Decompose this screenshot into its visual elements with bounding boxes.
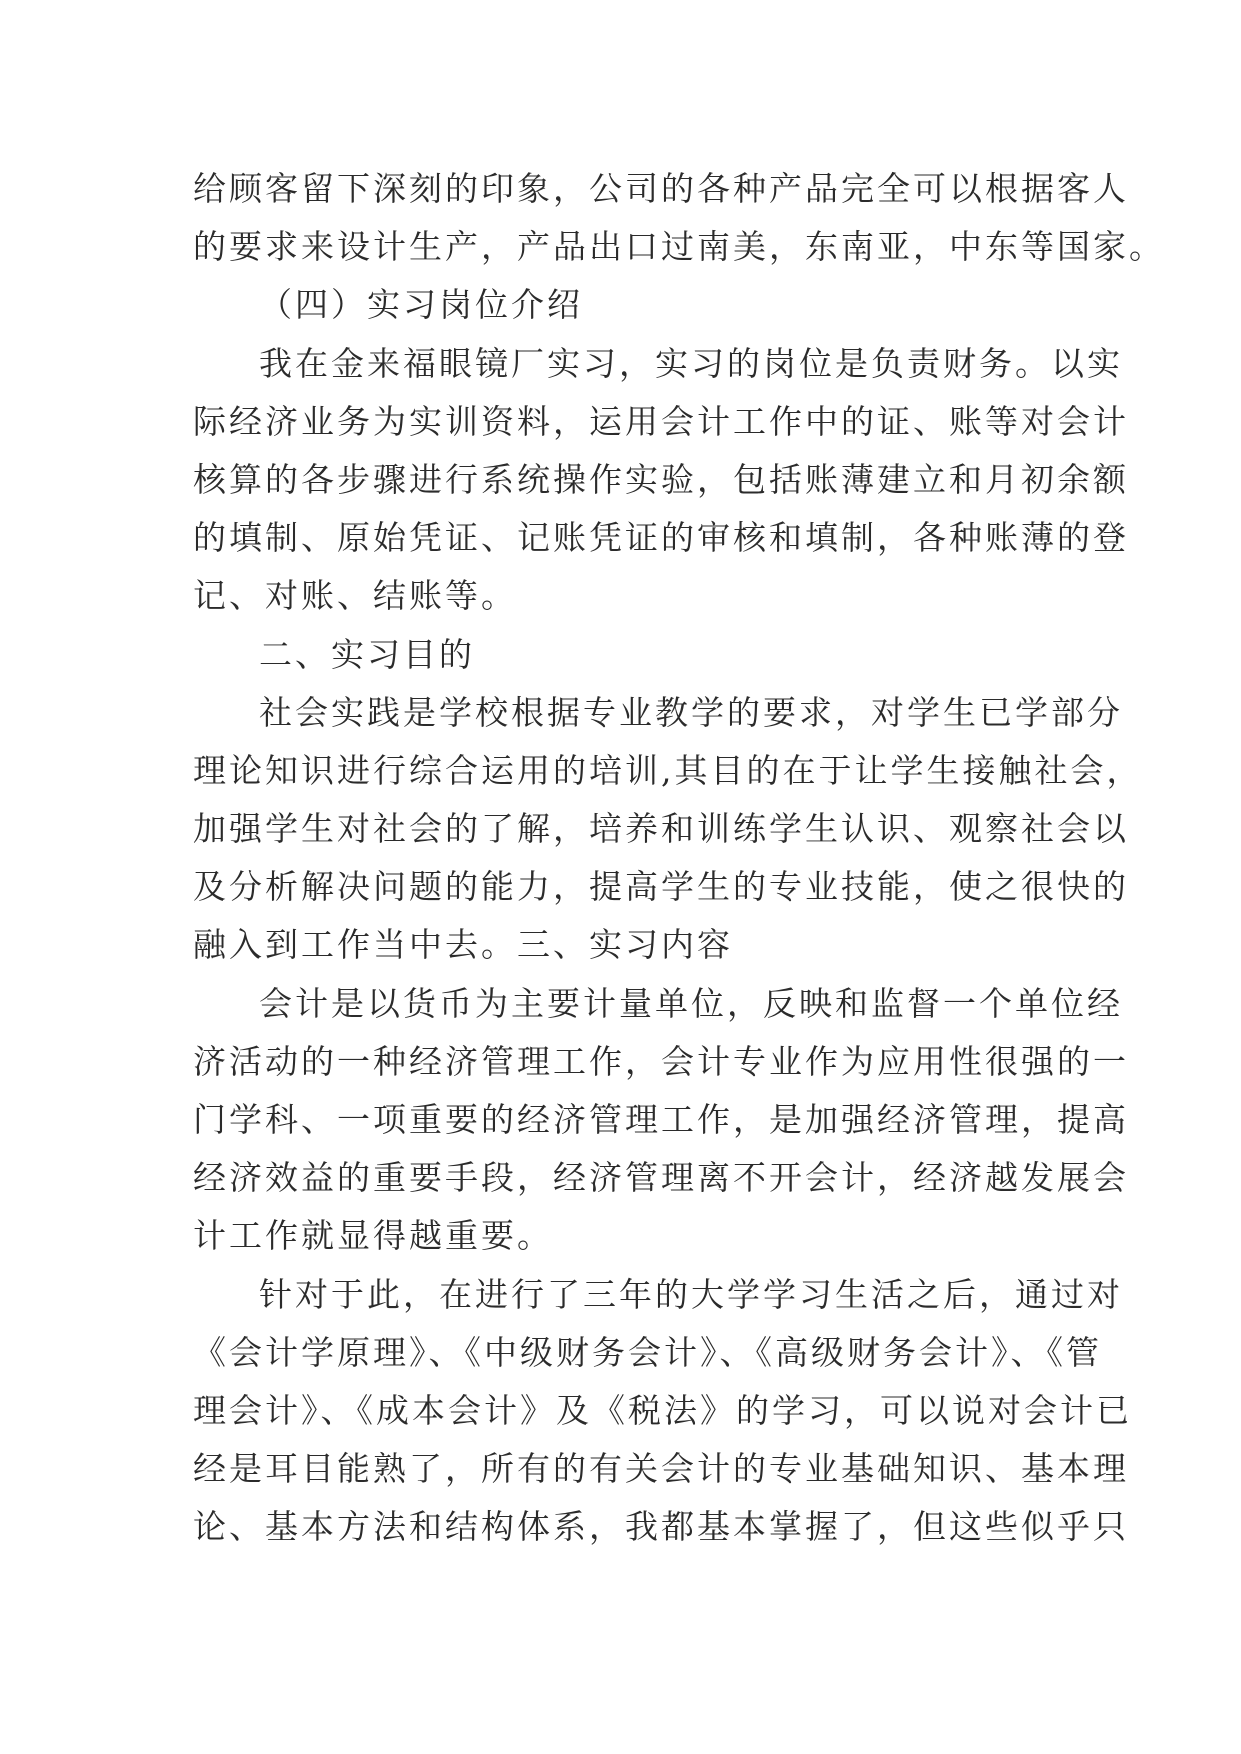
text-line: 给顾客留下深刻的印象，公司的各种产品完全可以根据客人 [193,169,1129,208]
text-line: 加强学生对社会的了解，培养和训练学生认识、观察社会以 [193,809,1129,849]
text-line: 社会实践是学校根据专业教学的要求，对学生已学部分 [259,692,1123,732]
text-line: 及分析解决问题的能力，提高学生的专业技能，使之很快的 [193,867,1129,907]
text-line: 理论知识进行综合运用的培训,其目的在于让学生接触社会， [193,750,1143,790]
text-line: 济活动的一种经济管理工作，会计专业作为应用性很强的一 [193,1041,1129,1081]
text-line: （四）实习岗位介绍 [259,285,583,325]
text-line: 我在金来福眼镜厂实习，实习的岗位是负责财务。以实 [259,343,1123,383]
text-line: 会计是以货币为主要计量单位，反映和监督一个单位经 [259,983,1123,1023]
text-line: 门学科、一项重要的经济管理工作，是加强经济管理，提高 [193,1100,1129,1139]
text-line: 际经济业务为实训资料，运用会计工作中的证、账等对会计 [193,401,1129,441]
text-line: 核算的各步骤进行系统操作实验，包括账薄建立和月初余额 [193,459,1129,499]
text-line: 经济效益的重要手段，经济管理离不开会计，经济越发展会 [193,1158,1129,1198]
text-line: 的要求来设计生产，产品出口过南美，东南亚，中东等国家。 [193,227,1165,267]
text-line: 针对于此，在进行了三年的大学学习生活之后，通过对 [259,1274,1123,1314]
text-line: 计工作就显得越重要。 [193,1216,553,1256]
text-line: 融入到工作当中去。三、实习内容 [193,925,733,965]
text-line: 二、实习目的 [259,634,475,674]
document-body [193,160,1165,1557]
text-line: 论、基本方法和结构体系，我都基本掌握了，但这些似乎只 [193,1507,1129,1547]
text-line: 《会计学原理》、《中级财务会计》、《高级财务会计》、《管 [193,1332,1102,1372]
text-line: 经是耳目能熟了，所有的有关会计的专业基础知识、基本理 [193,1449,1129,1489]
text-line: 记、对账、结账等。 [193,576,517,616]
text-line: 理会计》、《成本会计》及《税法》的学习，可以说对会计已 [193,1390,1132,1430]
text-line: 的填制、原始凭证、记账凭证的审核和填制，各种账薄的登 [193,518,1129,558]
